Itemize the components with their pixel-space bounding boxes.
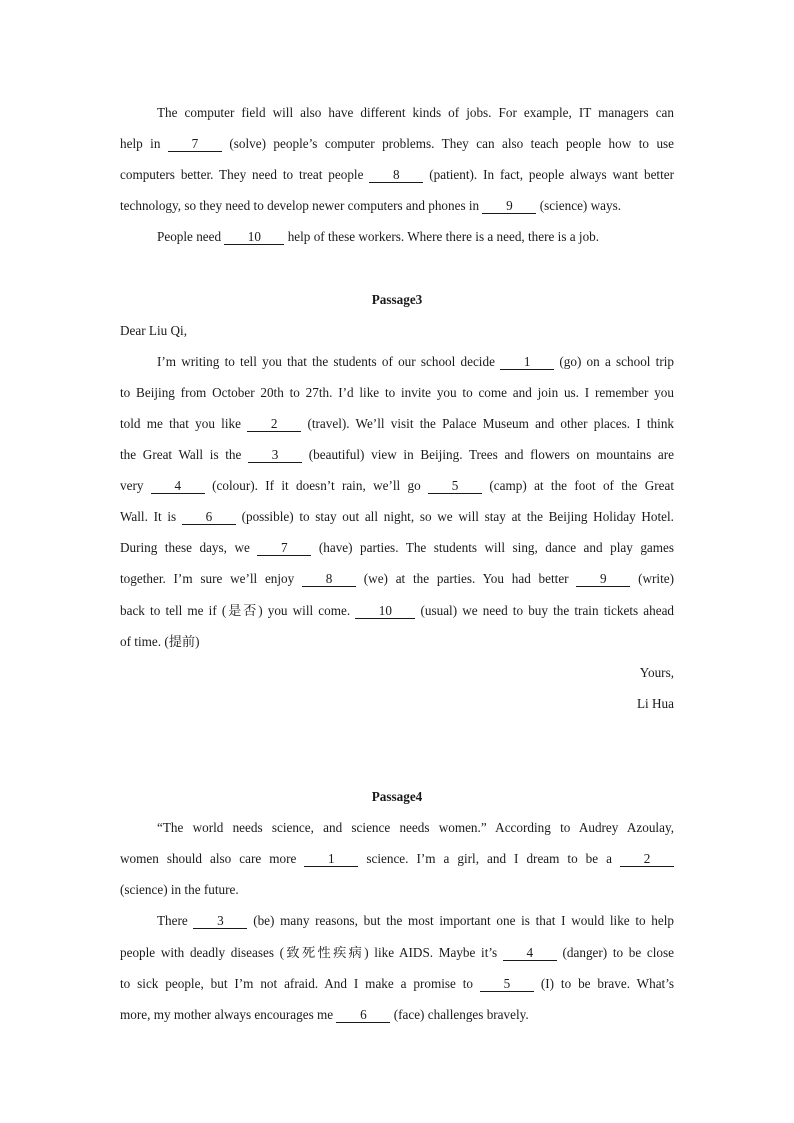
paragraph-line — [120, 377, 674, 408]
text-run: (patient). In fact, people always want better — [429, 167, 675, 183]
text-run: (possible) to stay out all night, so we will stay at the Beijing Holiday Hotel. — [241, 509, 674, 525]
text-run: (we) at the parties. You had better — [363, 571, 569, 587]
text-run: (camp) at the foot of the Great — [489, 478, 675, 494]
blank-3[interactable]: 3 — [193, 914, 247, 929]
text-run: (travel). We’ll visit the Palace Museum and other places. I think — [307, 415, 675, 431]
paragraph-line — [120, 937, 674, 968]
text-run: During these days, we — [120, 540, 250, 556]
text-run: (danger) to be close — [562, 944, 674, 960]
blank-8[interactable]: 8 — [302, 572, 356, 587]
text-run: help of these workers. Where there is a need, there is a job. — [287, 229, 600, 245]
paragraph-line — [120, 532, 674, 563]
blank-1[interactable]: 1 — [500, 355, 554, 370]
blank-5[interactable]: 5 — [480, 977, 534, 992]
text-run: I’m writing to tell you that the students of our school decide — [157, 353, 495, 369]
text-run: technology, so they need to develop newer computers and phones in — [120, 198, 480, 214]
paragraph-line — [120, 968, 674, 999]
blank-7[interactable]: 7 — [257, 541, 311, 556]
blank-4[interactable]: 4 — [503, 946, 557, 961]
blank-6[interactable]: 6 — [182, 510, 236, 525]
blank-2[interactable]: 2 — [620, 852, 674, 867]
text-run: very — [120, 478, 144, 494]
text-run: (I) to be brave. What’s — [540, 975, 675, 991]
text-run: the Great Wall is the — [120, 447, 242, 463]
text-run: more, my mother always encourages me — [120, 1006, 334, 1022]
text-run: computers better. They need to treat people — [120, 167, 364, 183]
blank-10[interactable]: 10 — [224, 230, 284, 245]
blank-6[interactable]: 6 — [336, 1008, 390, 1023]
text-run: science. I’m a girl, and I dream to be a — [366, 851, 612, 867]
paragraph-line — [120, 159, 674, 190]
text-run: (write) — [638, 571, 674, 587]
paragraph-line — [120, 190, 674, 221]
paragraph-line: of time. (提前) — [120, 633, 200, 649]
blank-9[interactable]: 9 — [482, 199, 536, 214]
paragraph-line — [120, 97, 674, 128]
text-run: (science) ways. — [539, 198, 622, 214]
blank-9[interactable]: 9 — [576, 572, 630, 587]
blank-1[interactable]: 1 — [304, 852, 358, 867]
text-run: told me that you like — [120, 415, 241, 431]
blank-3[interactable]: 3 — [248, 448, 302, 463]
blank-7[interactable]: 7 — [168, 137, 222, 152]
paragraph-line — [120, 439, 674, 470]
paragraph-line — [120, 999, 674, 1030]
text-run: “The world needs science, and science needs women.” According to Audrey Azoulay, — [157, 820, 674, 836]
blank-5[interactable]: 5 — [428, 479, 482, 494]
paragraph-line — [120, 563, 674, 594]
text-run: women should also care more — [120, 851, 297, 867]
passage3-title: Passage3 — [371, 291, 423, 307]
letter-greeting: Dear Liu Qi, — [120, 322, 188, 338]
text-run: (beautiful) view in Beijing. Trees and flowers on mountains are — [308, 447, 675, 463]
document-page — [120, 97, 674, 1030]
text-run: people with deadly diseases (致死性疾病) like AIDS. Maybe it’s — [120, 944, 498, 960]
paragraph-line — [120, 595, 674, 626]
text-run: There — [157, 913, 188, 929]
text-run: to Beijing from October 20th to 27th. I’d like to invite you to come and join us. I remember you — [120, 384, 674, 400]
paragraph-line — [120, 470, 674, 501]
paragraph-line — [120, 221, 674, 252]
blank-8[interactable]: 8 — [369, 168, 423, 183]
text-run: to sick people, but I’m not afraid. And I make a promise to — [120, 975, 474, 991]
text-run: (face) challenges bravely. — [393, 1006, 529, 1022]
text-run: (go) on a school trip — [559, 353, 674, 369]
paragraph-line — [120, 905, 674, 936]
text-run: People need — [157, 229, 222, 245]
paragraph-line — [120, 346, 674, 377]
paragraph-line — [120, 812, 674, 843]
text-run: (usual) we need to buy the train tickets ahead — [420, 602, 675, 618]
paragraph-line — [120, 408, 674, 439]
passage4-title: Passage4 — [371, 789, 423, 805]
blank-4[interactable]: 4 — [151, 479, 205, 494]
text-run: (solve) people’s computer problems. They can also teach people how to use — [229, 136, 675, 152]
blank-10[interactable]: 10 — [355, 604, 415, 619]
paragraph-line — [120, 843, 674, 874]
text-run: (have) parties. The students will sing, dance and play games — [318, 540, 675, 556]
paragraph-line: (science) in the future. — [120, 882, 239, 898]
paragraph-line — [120, 128, 674, 159]
text-run: help in — [120, 136, 161, 152]
letter-signature: Li Hua — [637, 695, 674, 711]
paragraph-line — [120, 501, 674, 532]
text-run: Wall. It is — [120, 509, 177, 525]
text-run: The computer field will also have different kinds of jobs. For example, IT managers can — [157, 105, 674, 120]
text-run: (be) many reasons, but the most important one is that I would like to help — [253, 913, 675, 929]
text-run: (colour). If it doesn’t rain, we’ll go — [212, 478, 421, 494]
text-run: together. I’m sure we’ll enjoy — [120, 571, 295, 587]
text-run: back to tell me if (是否) you will come. — [120, 602, 351, 618]
letter-closing: Yours, — [639, 664, 674, 680]
blank-2[interactable]: 2 — [247, 417, 301, 432]
